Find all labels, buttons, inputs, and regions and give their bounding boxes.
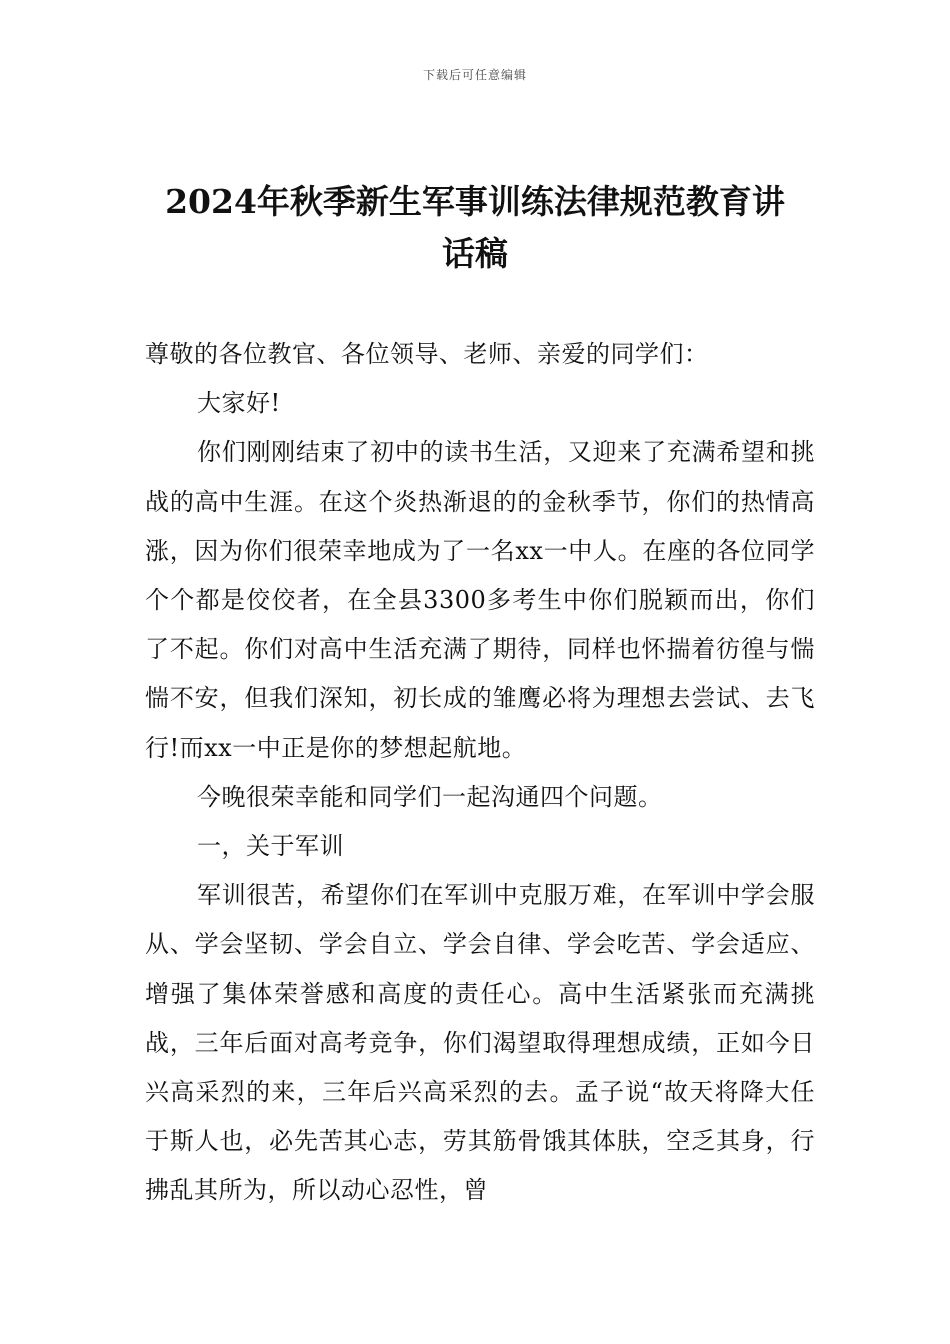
document-title-line-1: 2024年秋季新生军事训练法律规范教育讲 — [165, 182, 785, 221]
greeting: 大家好! — [197, 389, 281, 418]
page-header: 下载后可任意编辑 — [422, 68, 527, 82]
document-title — [140, 176, 810, 280]
body-paragraph: 军训很苦，希望你们在军训中克服万难，在军训中学会服从、学会坚韧、学会自立、学会自律、学会吃苦、学会适应、增强了集体荣誉感和高度的责任心。高中生活紧张而充满挑战，三年后面对高考竞争，你们渴望取得理想成绩，正如今日兴高采烈的来，三年后兴高采烈的去。孟子说“故天将降大任于斯人也，必先苦其心志，劳其筋骨饿其体肤，空乏其身，行拂乱其所为，所以动心忍性，曾 — [145, 881, 815, 1205]
salutation: 尊敬的各位教官、各位领导、老师、亲爱的同学们： — [145, 340, 709, 368]
document-body — [145, 330, 815, 1216]
document-title-line-2: 话稿 — [442, 234, 508, 273]
body-paragraph: 今晚很荣幸能和同学们一起沟通四个问题。 — [197, 782, 663, 811]
body-paragraph: 你们刚刚结束了初中的读书生活，又迎来了充满希望和挑战的高中生涯。在这个炎热渐退的的金秋季节，你们的热情高涨，因为你们很荣幸地成为了一名xx一中人。在座的各位同学个个都是佼佼者，在全县3300多考生中你们脱颖而出，你们了不起。你们对高中生活充满了期待，同样也怀揣着彷徨与惴惴不安，但我们深知，初长成的雏鹰必将为理想去尝试、去飞行!而xx一中正是你的梦想起航地。 — [145, 438, 815, 762]
section-heading: 一，关于军训 — [197, 832, 344, 861]
